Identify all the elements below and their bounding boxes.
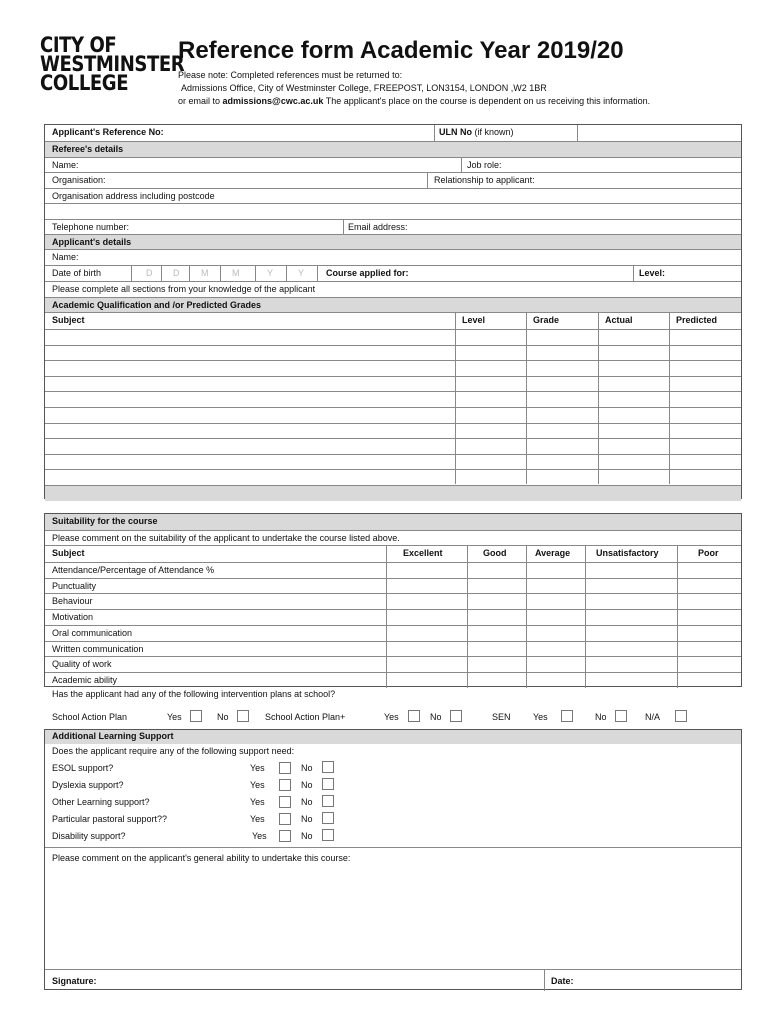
support-question: Does the applicant require any of the following support need: [52, 746, 295, 756]
details-section [44, 124, 742, 499]
qualifications-table [45, 312, 741, 500]
qual-row[interactable] [45, 360, 741, 376]
suitability-heading: Suitability for the course [45, 514, 741, 530]
support-no-checkbox[interactable] [322, 829, 334, 841]
qual-row[interactable] [45, 329, 741, 345]
dob-year-1[interactable]: Y [267, 268, 274, 278]
support-section [44, 729, 742, 990]
suitability-row[interactable] [45, 641, 741, 657]
qual-row[interactable] [45, 454, 741, 470]
support-yes-checkbox[interactable] [279, 796, 291, 808]
qual-row[interactable] [45, 391, 741, 407]
support-yes-label: Yes [250, 797, 265, 807]
support-yes-checkbox[interactable] [279, 779, 291, 791]
page-title: Reference form Academic Year 2019/20 [178, 37, 624, 64]
qualifications-heading: Academic Qualification and /or Predicted Grades [45, 297, 741, 312]
qual-row[interactable] [45, 438, 741, 454]
support-item-label: Dyslexia support? [52, 780, 124, 790]
sap-plus-yes-checkbox[interactable] [408, 710, 420, 722]
support-item-label: Particular pastoral support?? [52, 814, 168, 824]
support-yes-label: Yes [250, 814, 265, 824]
sen-na-checkbox[interactable] [675, 710, 687, 722]
dob-day-2[interactable]: D [173, 268, 180, 278]
suitability-note-row: Please comment on the suitability of the applicant to undertake the course listed above. [45, 530, 741, 545]
sap-yes-checkbox[interactable] [190, 710, 202, 722]
support-yes-checkbox[interactable] [279, 830, 291, 842]
intervention-question: Has the applicant had any of the following intervention plans at school? [52, 689, 336, 699]
support-no-label: No [301, 814, 313, 824]
referee-details-heading: Referee's details [45, 141, 741, 157]
support-no-checkbox[interactable] [322, 761, 334, 773]
suitability-section [44, 513, 742, 687]
suitability-row-label: Oral communication [52, 627, 133, 638]
support-no-label: No [301, 763, 313, 773]
qual-row[interactable] [45, 407, 741, 423]
suit-header-row: Subject Excellent Good Average Unsatisfactory Poor [52, 548, 719, 558]
qual-header-row: Subject Level Grade Actual Predicted [52, 315, 718, 325]
support-no-label: No [301, 831, 313, 841]
referee-name-row[interactable]: Name: Job role: [45, 157, 741, 172]
dob-course-row: Date of birth D D M M Y Y Course applied for: Level: [45, 265, 741, 281]
suitability-row[interactable] [45, 609, 741, 625]
applicant-details-heading: Applicant's details [45, 234, 741, 249]
applicant-name-row[interactable]: Name: [45, 249, 741, 265]
qual-row[interactable] [45, 423, 741, 439]
support-heading: Additional Learning Support [45, 730, 741, 744]
college-logo: CITY OF WESTMINSTER COLLEGE [40, 33, 185, 95]
suitability-row[interactable] [45, 625, 741, 641]
support-yes-checkbox[interactable] [279, 813, 291, 825]
suitability-row-label: Punctuality [52, 580, 97, 591]
email-note: or email to admissions@cwc.ac.uk The applicant's place on the course is dependent on us receiving this information. [178, 96, 651, 106]
suitability-row[interactable] [45, 672, 741, 688]
suitability-row-label: Written communication [52, 643, 144, 654]
suitability-row[interactable] [45, 593, 741, 609]
support-item-label: Disability support? [52, 831, 126, 841]
suitability-row-label: Behaviour [52, 596, 93, 607]
sap-plus-no-checkbox[interactable] [450, 710, 462, 722]
support-no-checkbox[interactable] [322, 812, 334, 824]
dob-month-2[interactable]: M [232, 268, 240, 278]
suitability-row[interactable] [45, 578, 741, 594]
support-yes-checkbox[interactable] [279, 762, 291, 774]
qual-row[interactable] [45, 376, 741, 392]
sen-yes-checkbox[interactable] [561, 710, 573, 722]
support-no-label: No [301, 780, 313, 790]
support-list [45, 760, 741, 846]
support-item-label: Other Learning support? [52, 797, 150, 807]
date-field[interactable]: Date: [551, 976, 574, 986]
suitability-table [45, 545, 741, 688]
sen-no-checkbox[interactable] [615, 710, 627, 722]
return-note: Please note: Completed references must be returned to: [178, 70, 403, 80]
suitability-row-label: Quality of work [52, 659, 112, 670]
suitability-row-label: Attendance/Percentage of Attendance % [52, 565, 215, 575]
suitability-row-label: Motivation [52, 612, 94, 623]
return-address: Admissions Office, City of Westminster College, FREEPOST, LON3154, LONDON ,W2 1BR [181, 83, 547, 93]
complete-note-row: Please complete all sections from your knowledge of the applicant [45, 281, 741, 297]
signature-field[interactable]: Signature: [52, 976, 97, 986]
telephone-email-row[interactable]: Telephone number: Email address: [45, 219, 741, 234]
general-comment-box[interactable]: Please comment on the applicant's general ability to undertake this course: [45, 847, 741, 969]
qual-footer-band [45, 485, 741, 501]
support-item-label: ESOL support? [52, 763, 114, 773]
applicant-ref-row: Applicant's Reference No: ULN No (if known) [45, 125, 741, 141]
support-no-checkbox[interactable] [322, 795, 334, 807]
suitability-row[interactable] [45, 562, 741, 578]
org-address-extra-row[interactable] [45, 203, 741, 219]
support-yes-label: Yes [250, 780, 265, 790]
dob-month-1[interactable]: M [201, 268, 209, 278]
intervention-options: School Action Plan Yes No School Action Plan+ Yes No SEN Yes No N/A [0, 709, 770, 725]
signature-row [45, 969, 741, 991]
support-yes-label: Yes [250, 763, 265, 773]
sap-no-checkbox[interactable] [237, 710, 249, 722]
dob-year-2[interactable]: Y [298, 268, 305, 278]
qual-row[interactable] [45, 345, 741, 361]
suitability-row[interactable] [45, 656, 741, 672]
dob-day-1[interactable]: D [146, 268, 153, 278]
qual-row[interactable] [45, 469, 741, 485]
admissions-email[interactable]: admissions@cwc.ac.uk [222, 96, 324, 106]
org-address-row[interactable]: Organisation address including postcode [45, 188, 741, 203]
organisation-row[interactable]: Organisation: Relationship to applicant: [45, 172, 741, 188]
support-no-label: No [301, 797, 313, 807]
suitability-row-label: Academic ability [52, 674, 118, 685]
support-yes-label: Yes [252, 831, 267, 841]
support-no-checkbox[interactable] [322, 778, 334, 790]
